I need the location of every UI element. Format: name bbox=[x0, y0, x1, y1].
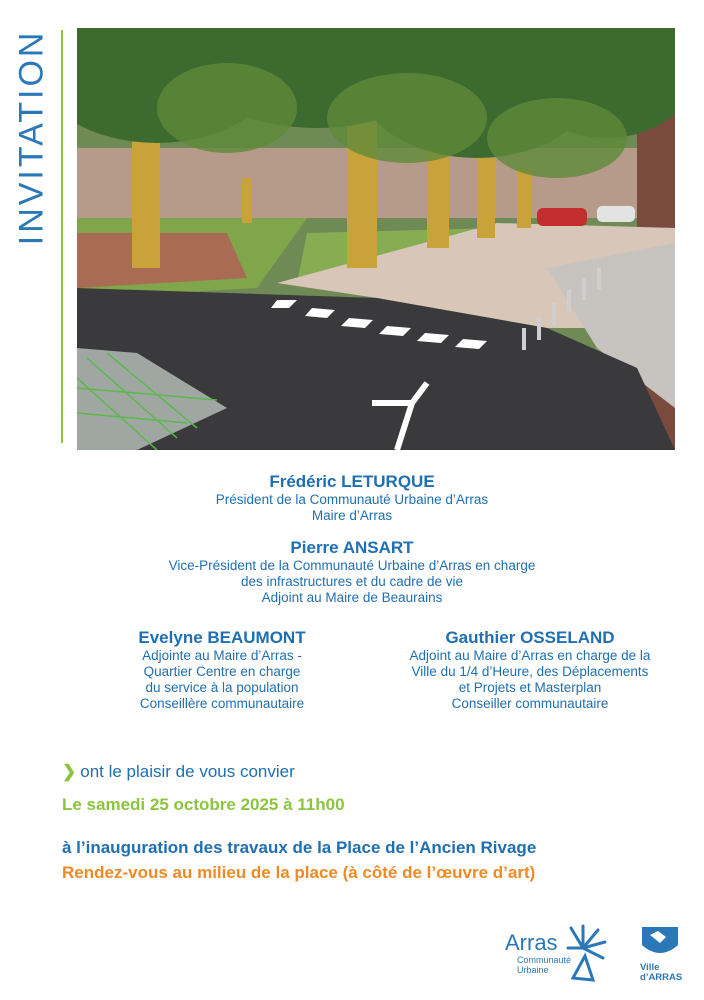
official-beaumont bbox=[102, 628, 342, 712]
official-role: Adjoint au Maire d’Arras en charge de la bbox=[409, 648, 651, 663]
meeting-point: Rendez-vous au milieu de la place (à côté de l’œuvre d’art) bbox=[62, 863, 536, 882]
official-role: Président de la Communauté Urbaine d’Arras bbox=[215, 492, 489, 507]
official-name: Frédéric LETURQUE bbox=[269, 472, 435, 491]
official-name: Gauthier OSSELAND bbox=[445, 628, 615, 647]
chevron-right-icon: ❯ bbox=[62, 762, 77, 781]
official-role: et Projets et Masterplan bbox=[458, 680, 602, 695]
green-divider bbox=[61, 30, 63, 443]
ville-arras-logo bbox=[638, 925, 690, 987]
official-role: Maire d’Arras bbox=[311, 508, 393, 523]
official-role: Conseillère communautaire bbox=[139, 696, 305, 711]
official-role: Ville du 1/4 d’Heure, des Déplacements bbox=[411, 664, 649, 679]
official-role: Conseiller communautaire bbox=[451, 696, 609, 711]
invitation-title-text: INVITATION bbox=[12, 29, 51, 246]
official-osseland bbox=[380, 628, 680, 712]
logo-cu-name: Arras bbox=[505, 930, 558, 955]
logo-ville-text bbox=[640, 963, 682, 983]
sun-burst-icon bbox=[563, 918, 613, 988]
official-role: Quartier Centre en charge bbox=[143, 664, 301, 679]
official-name: Evelyne BEAUMONT bbox=[138, 628, 306, 647]
logo-ville-line1: Ville bbox=[640, 962, 660, 973]
coat-of-arms-icon bbox=[638, 925, 682, 961]
invitation-title bbox=[10, 30, 50, 270]
event-description: à l’inauguration des travaux de la Place de l’Ancien Rivage bbox=[62, 838, 537, 857]
official-ansart bbox=[140, 538, 564, 606]
invite-text: ont le plaisir de vous convier bbox=[80, 762, 295, 781]
invite-line bbox=[62, 762, 295, 782]
official-role: Adjointe au Maire d’Arras - bbox=[142, 648, 302, 663]
official-role: des infrastructures et du cadre de vie bbox=[240, 574, 464, 589]
official-role: Adjoint au Maire de Beaurains bbox=[261, 590, 443, 605]
event-date: Le samedi 25 octobre 2025 à 11h00 bbox=[62, 795, 345, 814]
square-rendering-image bbox=[77, 28, 675, 450]
logo-cu-sub1: Communauté bbox=[517, 955, 572, 965]
official-name: Pierre ANSART bbox=[290, 538, 414, 557]
logo-ville-line2: d’ARRAS bbox=[640, 972, 683, 983]
official-role: Vice-Président de la Communauté Urbaine d’Arras en charge bbox=[168, 558, 536, 573]
communaute-urbaine-logo bbox=[505, 918, 615, 988]
official-leturque bbox=[180, 472, 524, 524]
official-role: du service à la population bbox=[145, 680, 299, 695]
logo-cu-sub2: Urbaine bbox=[517, 965, 549, 975]
